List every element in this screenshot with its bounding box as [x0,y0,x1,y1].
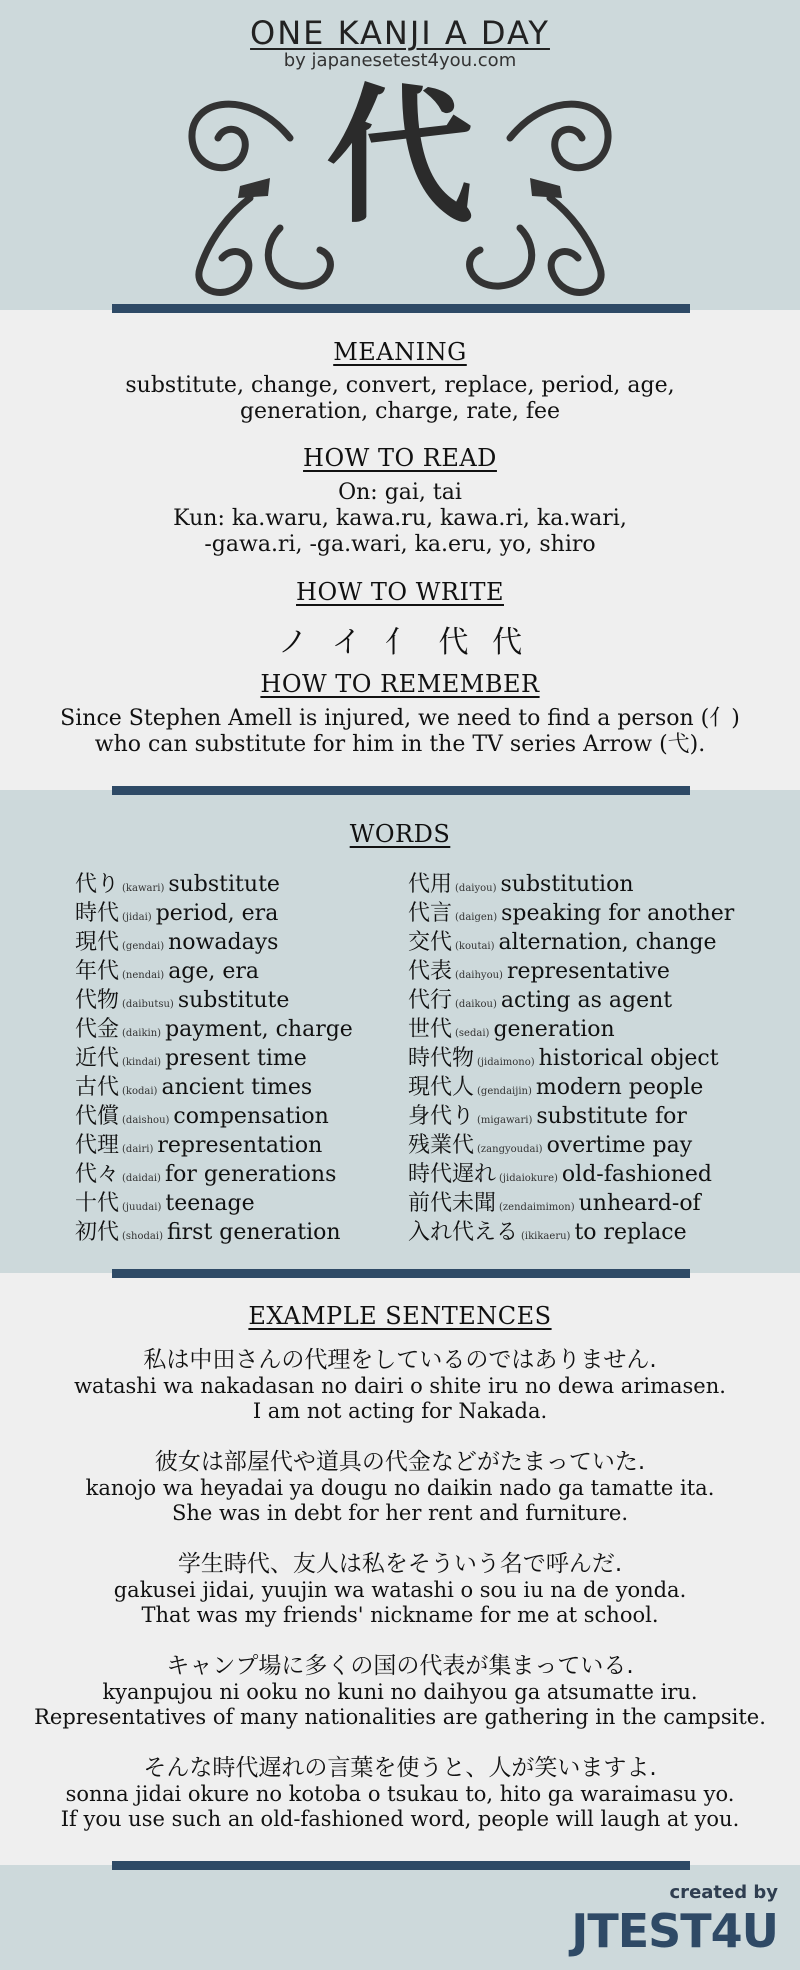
word-entry [408,1044,734,1073]
word-reading: (nendai) [122,970,165,981]
mnemonic-line: who can substitute for him in the TV series Arrow (弋). [94,732,706,757]
word-entry [408,986,734,1015]
word-meaning: nowadays [168,930,279,955]
word-entry [75,899,353,928]
word-meaning: to replace [574,1220,687,1245]
meaning-line: generation, charge, rate, fee [239,399,561,424]
word-entry [75,1131,353,1160]
word-meaning: speaking for another [501,901,735,926]
word-entry [408,899,734,928]
word-meaning: compensation [173,1104,329,1129]
example-japanese: キャンプ場に多くの国の代表が集まっている. [166,1653,634,1679]
word-reading: (jidaimono) [477,1057,535,1068]
word-kanji: 入れ代える [408,1220,519,1245]
word-meaning: old-fashioned [561,1162,712,1187]
word-entry [408,928,734,957]
word-kanji: 代償 [75,1104,120,1129]
words-heading: WORDS [349,820,451,848]
word-reading: (kindai) [122,1057,162,1068]
divider [112,1861,690,1870]
words-right-column [408,870,734,1247]
word-meaning: alternation, change [498,930,717,955]
word-kanji: 代り [75,872,120,897]
byline: by japanesetest4you.com [283,50,517,71]
word-reading: (shodai) [122,1231,163,1242]
word-reading: (migawari) [477,1115,533,1126]
word-meaning: first generation [166,1220,341,1245]
meaning-line: substitute, change, convert, replace, period, age, [125,373,675,398]
word-meaning: substitute [177,988,290,1013]
created-by-label: created by [669,1882,778,1903]
word-entry [75,870,353,899]
word-kanji: 十代 [75,1191,120,1216]
word-reading: (daibutsu) [122,999,174,1010]
divider [112,786,690,795]
word-kanji: 代理 [75,1133,120,1158]
word-reading: (gendaijin) [477,1086,532,1097]
word-entry [75,1102,353,1131]
word-meaning: substitute for [536,1104,687,1129]
word-meaning: teenage [165,1191,255,1216]
word-entry [75,957,353,986]
word-reading: (zangyoudai) [477,1144,543,1155]
word-kanji: 古代 [75,1075,120,1100]
mnemonic-line: Since Stephen Amell is injured, we need to find a person (亻) [60,706,740,731]
example-japanese: 彼女は部屋代や道具の代金などがたまっていた. [154,1449,646,1475]
word-kanji: 前代未聞 [408,1191,497,1216]
word-kanji: 代行 [408,988,453,1013]
word-reading: (koutai) [455,941,495,952]
word-kanji: 身代り [408,1104,475,1129]
word-reading: (daihyou) [455,970,503,981]
example-translation: I am not acting for Nakada. [252,1399,548,1423]
example-japanese: 私は中田さんの代理をしているのではありません. [143,1347,657,1373]
word-kanji: 時代遅れ [408,1162,497,1187]
how-to-remember-heading: HOW TO REMEMBER [260,670,540,698]
word-reading: (juudai) [122,1202,162,1213]
example-sentence [0,1551,800,1628]
word-reading: (daigen) [455,912,498,923]
word-kanji: 代々 [75,1162,120,1187]
example-sentence [0,1755,800,1832]
example-japanese: そんな時代遅れの言葉を使うと、人が笑いますよ. [143,1755,657,1781]
word-meaning: historical object [538,1046,719,1071]
word-entry [408,870,734,899]
word-entry [75,1189,353,1218]
words-left-column [75,870,353,1247]
word-entry [408,1131,734,1160]
divider [112,1269,690,1278]
reading-line: Kun: ka.waru, kawa.ru, kawa.ri, ka.wari, [173,506,627,531]
word-entry [75,1073,353,1102]
example-romaji: watashi wa nakadasan no dairi o shite iru no dewa arimasen. [74,1374,726,1398]
word-kanji: 世代 [408,1017,453,1042]
word-kanji: 初代 [75,1220,120,1245]
word-entry [408,1189,734,1218]
word-kanji: 代金 [75,1017,120,1042]
word-meaning: acting as agent [500,988,673,1013]
word-reading: (daikou) [455,999,497,1010]
word-meaning: unheard-of [578,1191,701,1216]
word-meaning: ancient times [161,1075,313,1100]
word-entry [75,928,353,957]
word-entry [75,986,353,1015]
example-sentence [0,1653,800,1730]
how-to-read-heading: HOW TO READ [303,444,497,472]
word-meaning: substitution [500,872,634,897]
word-reading: (gendai) [122,941,165,952]
word-reading: (jidaiokure) [499,1173,558,1184]
word-reading: (sedai) [455,1028,490,1039]
word-meaning: overtime pay [546,1133,693,1158]
meaning-heading: MEANING [333,338,467,366]
word-reading: (zendaimimon) [499,1202,575,1213]
word-kanji: 代言 [408,901,453,926]
example-romaji: gakusei jidai, yuujin wa watashi o sou iu na de yonda. [113,1578,687,1602]
word-meaning: present time [165,1046,307,1071]
example-romaji: sonna jidai okure no kotoba o tsukau to, hito ga waraimasu yo. [65,1782,735,1806]
word-entry [75,1015,353,1044]
example-translation: Representatives of many nationalities are gathering in the campsite. [34,1705,766,1729]
example-romaji: kanojo wa heyadai ya dougu no daikin nado ga tamatte ita. [85,1476,715,1500]
word-meaning: for generations [164,1162,337,1187]
word-reading: (daidai) [122,1173,161,1184]
word-reading: (kodai) [122,1086,158,1097]
page-title: ONE KANJI A DAY [250,14,550,52]
word-entry [75,1160,353,1189]
word-kanji: 代表 [408,959,453,984]
word-reading: (kawari) [122,883,165,894]
word-kanji: 現代人 [408,1075,475,1100]
example-translation: If you use such an old-fashioned word, people will laugh at you. [60,1807,740,1831]
word-entry [75,1044,353,1073]
word-meaning: modern people [535,1075,704,1100]
word-kanji: 現代 [75,930,120,955]
word-reading: (ikikaeru) [521,1231,571,1242]
example-sentence [0,1347,800,1424]
word-kanji: 代用 [408,872,453,897]
example-translation: That was my friends' nickname for me at school. [141,1603,659,1627]
word-kanji: 時代 [75,901,120,926]
word-meaning: payment, charge [165,1017,353,1042]
stroke-order: ノ イ 亻 代 代 [277,625,523,660]
word-entry [408,1160,734,1189]
word-kanji: 時代物 [408,1046,475,1071]
brand-logo: JTEST4U [571,1904,778,1958]
word-entry [408,1073,734,1102]
word-meaning: representation [157,1133,323,1158]
reading-line: On: gai, tai [338,480,462,505]
word-kanji: 近代 [75,1046,120,1071]
how-to-write-heading: HOW TO WRITE [296,578,504,606]
word-meaning: representative [506,959,670,984]
word-reading: (daishou) [122,1115,170,1126]
word-reading: (jidai) [122,912,152,923]
word-meaning: period, era [155,901,279,926]
word-kanji: 年代 [75,959,120,984]
example-romaji: kyanpujou ni ooku no kuni no daihyou ga atsumatte iru. [102,1680,698,1704]
word-meaning: substitute [168,872,280,897]
word-reading: (dairi) [122,1144,154,1155]
word-entry [408,1102,734,1131]
reading-line: -gawa.ri, -ga.wari, ka.eru, yo, shiro [204,532,596,557]
word-kanji: 交代 [408,930,453,955]
word-meaning: generation [493,1017,615,1042]
word-kanji: 代物 [75,988,120,1013]
word-entry [408,957,734,986]
word-entry [75,1218,353,1247]
word-reading: (daiyou) [455,883,497,894]
example-japanese: 学生時代、友人は私をそういう名で呼んだ. [177,1551,623,1577]
word-reading: (daikin) [122,1028,162,1039]
word-meaning: age, era [168,959,260,984]
word-kanji: 残業代 [408,1133,475,1158]
divider [112,304,690,313]
examples-heading: EXAMPLE SENTENCES [248,1302,552,1330]
word-entry [408,1015,734,1044]
word-entry [408,1218,734,1247]
example-translation: She was in debt for her rent and furniture. [171,1501,629,1525]
example-sentence [0,1449,800,1526]
hero-kanji: 代 [326,71,474,243]
